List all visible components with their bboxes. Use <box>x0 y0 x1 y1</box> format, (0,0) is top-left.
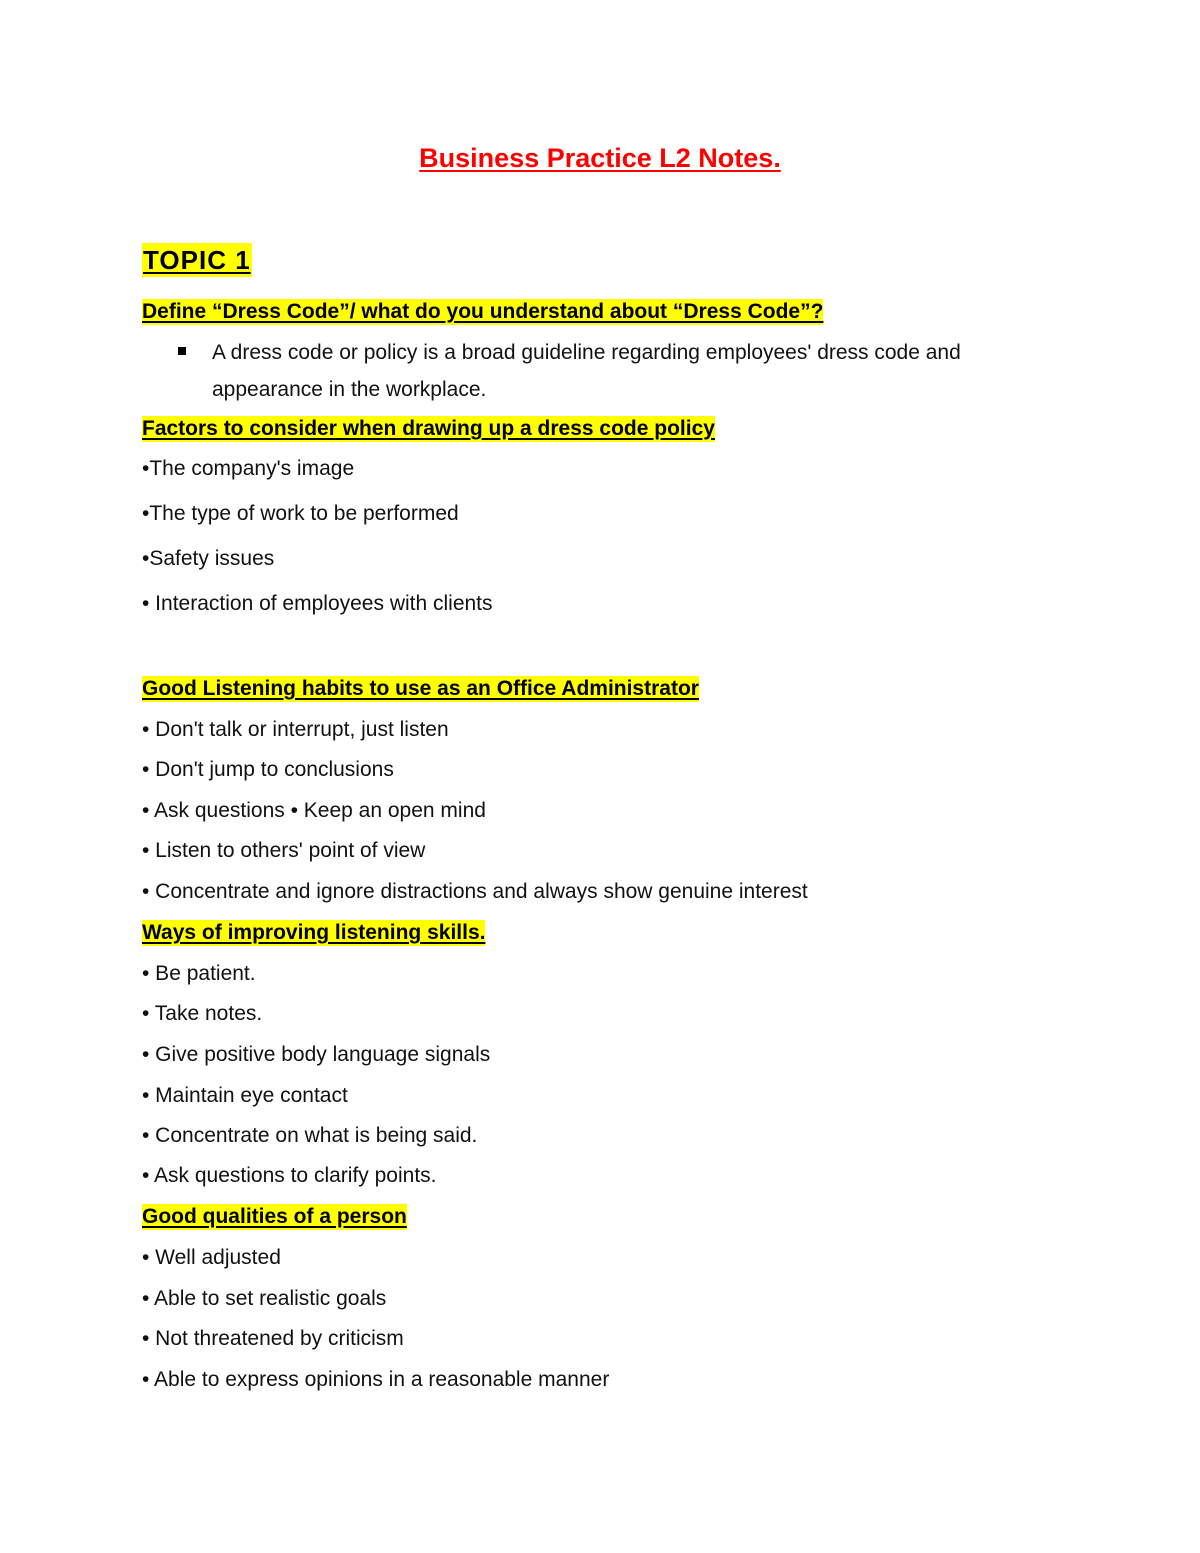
good-quality-item: • Well adjusted <box>142 1246 281 1269</box>
listening-habit-item: • Concentrate and ignore distractions and always show genuine interest <box>142 880 808 903</box>
improving-listening-item: • Ask questions to clarify points. <box>142 1164 437 1187</box>
factor-item: • Interaction of employees with clients <box>142 592 493 615</box>
listening-habit-item: • Don't talk or interrupt, just listen <box>142 718 449 741</box>
document-title: Business Practice L2 Notes. <box>419 143 781 173</box>
listening-habit-item: • Ask questions • Keep an open mind <box>142 799 486 822</box>
factors-heading: Factors to consider when drawing up a dress code policy <box>142 417 715 440</box>
improving-listening-item: • Concentrate on what is being said. <box>142 1124 478 1147</box>
improving-listening-heading: Ways of improving listening skills. <box>142 921 486 944</box>
dress-code-definition-line-1: A dress code or policy is a broad guideline regarding employees' dress code and <box>212 341 961 364</box>
good-quality-item: • Able to express opinions in a reasonable manner <box>142 1368 610 1391</box>
improving-listening-item: • Maintain eye contact <box>142 1084 348 1107</box>
good-quality-item: • Able to set realistic goals <box>142 1287 387 1310</box>
dress-code-definition-line-2: appearance in the workplace. <box>212 378 487 401</box>
listening-habit-item: • Listen to others' point of view <box>142 839 426 862</box>
dress-code-heading: Define “Dress Code”/ what do you understand about “Dress Code”? <box>142 300 824 323</box>
factor-item: •The type of work to be performed <box>142 502 459 525</box>
improving-listening-item: • Take notes. <box>142 1002 263 1025</box>
listening-habit-item: • Don't jump to conclusions <box>142 758 394 781</box>
factor-item: •The company's image <box>142 457 355 480</box>
square-bullet-icon <box>178 347 186 355</box>
improving-listening-item: • Be patient. <box>142 962 256 985</box>
improving-listening-item: • Give positive body language signals <box>142 1043 491 1066</box>
good-qualities-heading: Good qualities of a person <box>142 1205 407 1228</box>
listening-habits-heading: Good Listening habits to use as an Office Administrator <box>142 677 699 700</box>
topic-heading: TOPIC 1 <box>143 245 251 275</box>
factor-item: •Safety issues <box>142 547 275 570</box>
good-quality-item: • Not threatened by criticism <box>142 1327 404 1350</box>
